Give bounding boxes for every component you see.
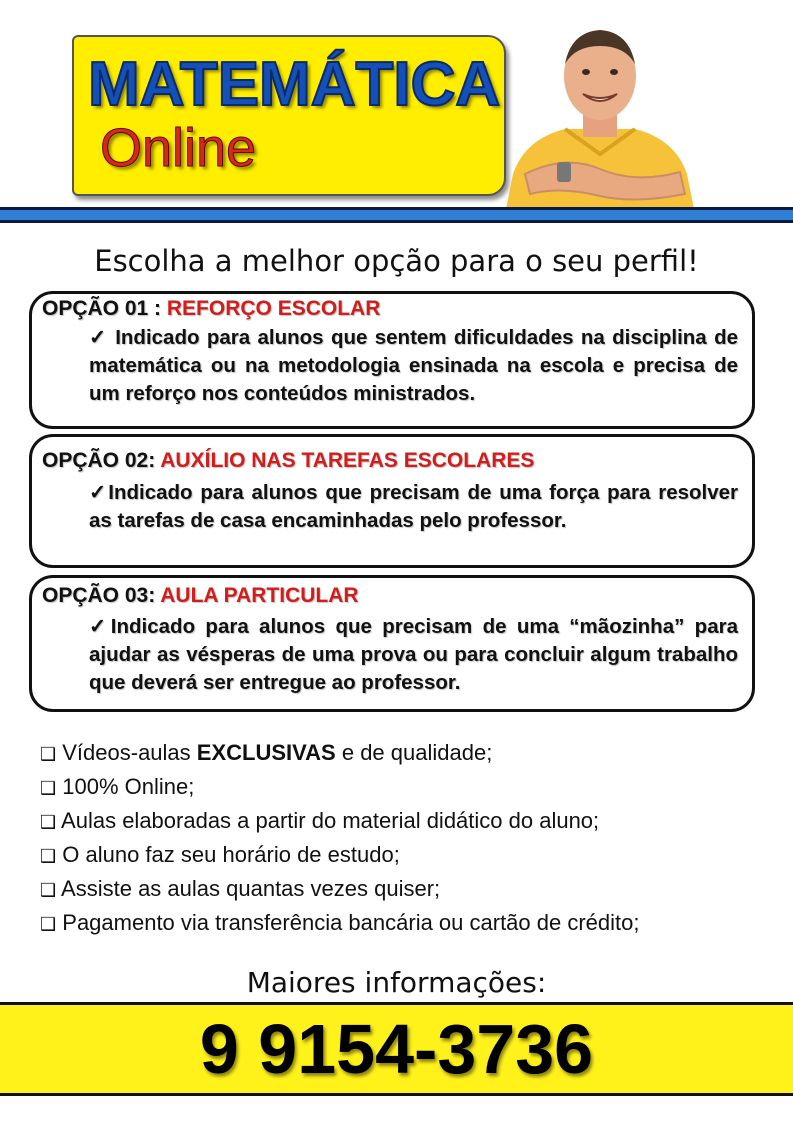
tagline: Escolha a melhor opção para o seu perfil!: [94, 244, 699, 278]
logo-box: [72, 35, 506, 196]
feature-item: ❑ O aluno faz seu horário de estudo;: [40, 842, 400, 867]
teacher-photo: [505, 24, 695, 214]
feature-item: ❑ Vídeos-aulas EXCLUSIVAS e de qualidade;: [40, 740, 493, 765]
checkbox-icon: ❑: [40, 778, 57, 799]
option-heading: [42, 297, 380, 321]
option-description: ✓Indicado para alunos que precisam de uma “mãozinha” para ajudar as vésperas de uma prova ou para concluir algum trabalho que deverá ser entregue ao professor.: [89, 615, 738, 694]
option-name: AULA PARTICULAR: [160, 584, 359, 607]
checkbox-icon: ❑: [40, 880, 57, 901]
option-label: OPÇÃO 02:: [42, 449, 156, 472]
checkbox-icon: ❑: [40, 914, 57, 935]
phone-number[interactable]: 9 9154-3736: [199, 1010, 594, 1088]
header-divider: [0, 207, 793, 223]
option-description: ✓Indicado para alunos que precisam de uma força para resolver as tarefas de casa encaminhadas pelo professor.: [89, 481, 738, 532]
option-card-2: [29, 434, 755, 568]
features-list: [40, 737, 733, 941]
feature-item: ❑ Assiste as aulas quantas vezes quiser;: [40, 876, 441, 901]
option-card-1: [29, 291, 755, 429]
contact-label: Maiores informações:: [246, 966, 547, 999]
option-heading: [42, 584, 359, 608]
option-heading: [42, 449, 534, 473]
feature-item: ❑ 100% Online;: [40, 774, 195, 799]
option-name: AUXÍLIO NAS TAREFAS ESCOLARES: [160, 449, 535, 472]
feature-item: ❑ Pagamento via transferência bancária ou cartão de crédito;: [40, 910, 640, 935]
feature-item: ❑ Aulas elaboradas a partir do material didático do aluno;: [40, 808, 600, 833]
logo-subtitle: Online: [100, 118, 257, 178]
checkbox-icon: ❑: [40, 846, 57, 867]
option-card-3: [29, 575, 755, 712]
logo-title: MATEMÁTICA: [88, 50, 501, 119]
option-label: OPÇÃO 01 :: [42, 297, 162, 320]
option-name: REFORÇO ESCOLAR: [166, 297, 381, 320]
option-label: OPÇÃO 03:: [42, 584, 156, 607]
option-description: ✓ Indicado para alunos que sentem dificuldades na disciplina de matemática ou na metodologia ensinada na escola e precisa de um reforço nos conteúdos ministrados.: [89, 326, 738, 405]
checkbox-icon: ❑: [40, 744, 57, 765]
checkbox-icon: ❑: [40, 812, 57, 833]
